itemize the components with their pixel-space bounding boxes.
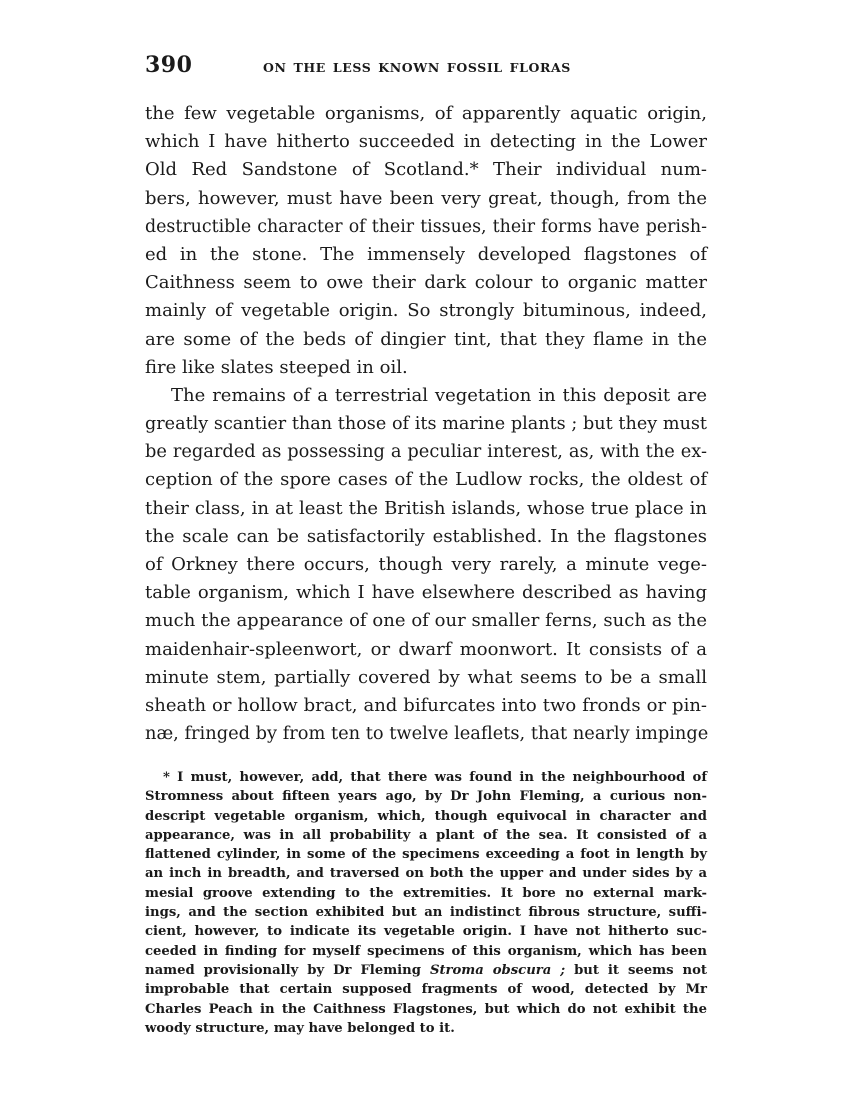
page-number: 390 bbox=[145, 52, 193, 78]
text-line: their class, in at least the British islands, whose true place in bbox=[145, 497, 707, 519]
text-line: ception of the spore cases of the Ludlow rocks, the oldest of bbox=[145, 469, 707, 491]
footnote-line: Charles Peach in the Caithness Flagstones, but which do not exhibit the bbox=[145, 1001, 707, 1017]
text-line: Caithness seem to owe their dark colour to organic matter bbox=[145, 272, 707, 294]
text-line: much the appearance of one of our smaller ferns, such as the bbox=[145, 610, 707, 632]
text-line: are some of the beds of dingier tint, that they flame in the bbox=[145, 328, 707, 350]
text-line: mainly of vegetable origin. So strongly bituminous, indeed, bbox=[145, 300, 707, 322]
text-line: minute stem, partially covered by what seems to be a small bbox=[145, 666, 707, 688]
text-line: the few vegetable organisms, of apparently aquatic origin, bbox=[145, 103, 707, 124]
text-line: greatly scantier than those of its marine plants ; but they must bbox=[145, 414, 707, 435]
footnote-line: improbable that certain supposed fragments of wood, detected by Mr bbox=[145, 982, 707, 998]
text-line: be regarded as possessing a peculiar interest, as, with the ex- bbox=[145, 441, 707, 463]
footnote-line: an inch in breadth, and traversed on both the upper and under sides by a bbox=[145, 866, 707, 882]
footnote-line: cient, however, to indicate its vegetable origin. I have not hitherto suc- bbox=[145, 924, 707, 940]
paragraph-start-line: The remains of a terrestrial vegetation in this deposit are bbox=[171, 384, 707, 406]
footnote-text: but it seems not bbox=[565, 962, 707, 978]
text-line: the scale can be satisfactorily established. In the flagstones bbox=[145, 525, 707, 547]
footnote-line: flattened cylinder, in some of the specimens exceeding a foot in length by bbox=[145, 847, 707, 863]
text-line: maidenhair-spleenwort, or dwarf moonwort. It consists of a bbox=[145, 638, 707, 660]
footnote-line: mesial groove extending to the extremities. It bore no external mark- bbox=[145, 885, 707, 901]
text-line: ed in the stone. The immensely developed flagstones of bbox=[145, 243, 707, 265]
footnote-text: named provisionally by Dr Fleming bbox=[145, 962, 430, 978]
text-line: which I have hitherto succeeded in detecting in the Lower bbox=[145, 131, 707, 153]
footnote-line: woody structure, may have belonged to it. bbox=[145, 1020, 455, 1036]
text-line: destructible character of their tissues, their forms have perish- bbox=[145, 216, 707, 237]
footnote bbox=[145, 768, 707, 1038]
main-text bbox=[145, 100, 707, 748]
footnote-line: descript vegetable organism, which, though equivocal in character and bbox=[145, 808, 707, 824]
text-line: fire like slates steeped in oil. bbox=[145, 356, 408, 378]
text-line: Old Red Sandstone of Scotland.* Their individual num- bbox=[145, 159, 707, 181]
text-line: sheath or hollow bract, and bifurcates into two fronds or pin- bbox=[145, 694, 707, 716]
footnote-line: * I must, however, add, that there was found in the neighbourhood of bbox=[163, 770, 707, 785]
text-line: bers, however, must have been very great, though, from the bbox=[145, 187, 707, 209]
footnote-line: appearance, was in all probability a plant of the sea. It consisted of a bbox=[145, 827, 707, 843]
species-name: Stroma obscura ; bbox=[429, 962, 566, 978]
running-title: ON THE LESS KNOWN FOSSIL FLORAS bbox=[263, 60, 571, 75]
text-line: of Orkney there occurs, though very rarely, a minute vege- bbox=[145, 554, 707, 575]
footnote-line: ceeded in finding for myself specimens of this organism, which has been bbox=[145, 943, 707, 959]
page-header bbox=[145, 52, 707, 86]
text-line: table organism, which I have elsewhere described as having bbox=[145, 582, 707, 604]
footnote-line-with-italic bbox=[145, 961, 707, 980]
footnote-line: ings, and the section exhibited but an indistinct fibrous structure, suffi- bbox=[145, 905, 707, 921]
text-line: næ, fringed by from ten to twelve leaflets, that nearly impinge bbox=[145, 723, 709, 745]
footnote-line: Stromness about fifteen years ago, by Dr John Fleming, a curious non- bbox=[145, 789, 707, 805]
